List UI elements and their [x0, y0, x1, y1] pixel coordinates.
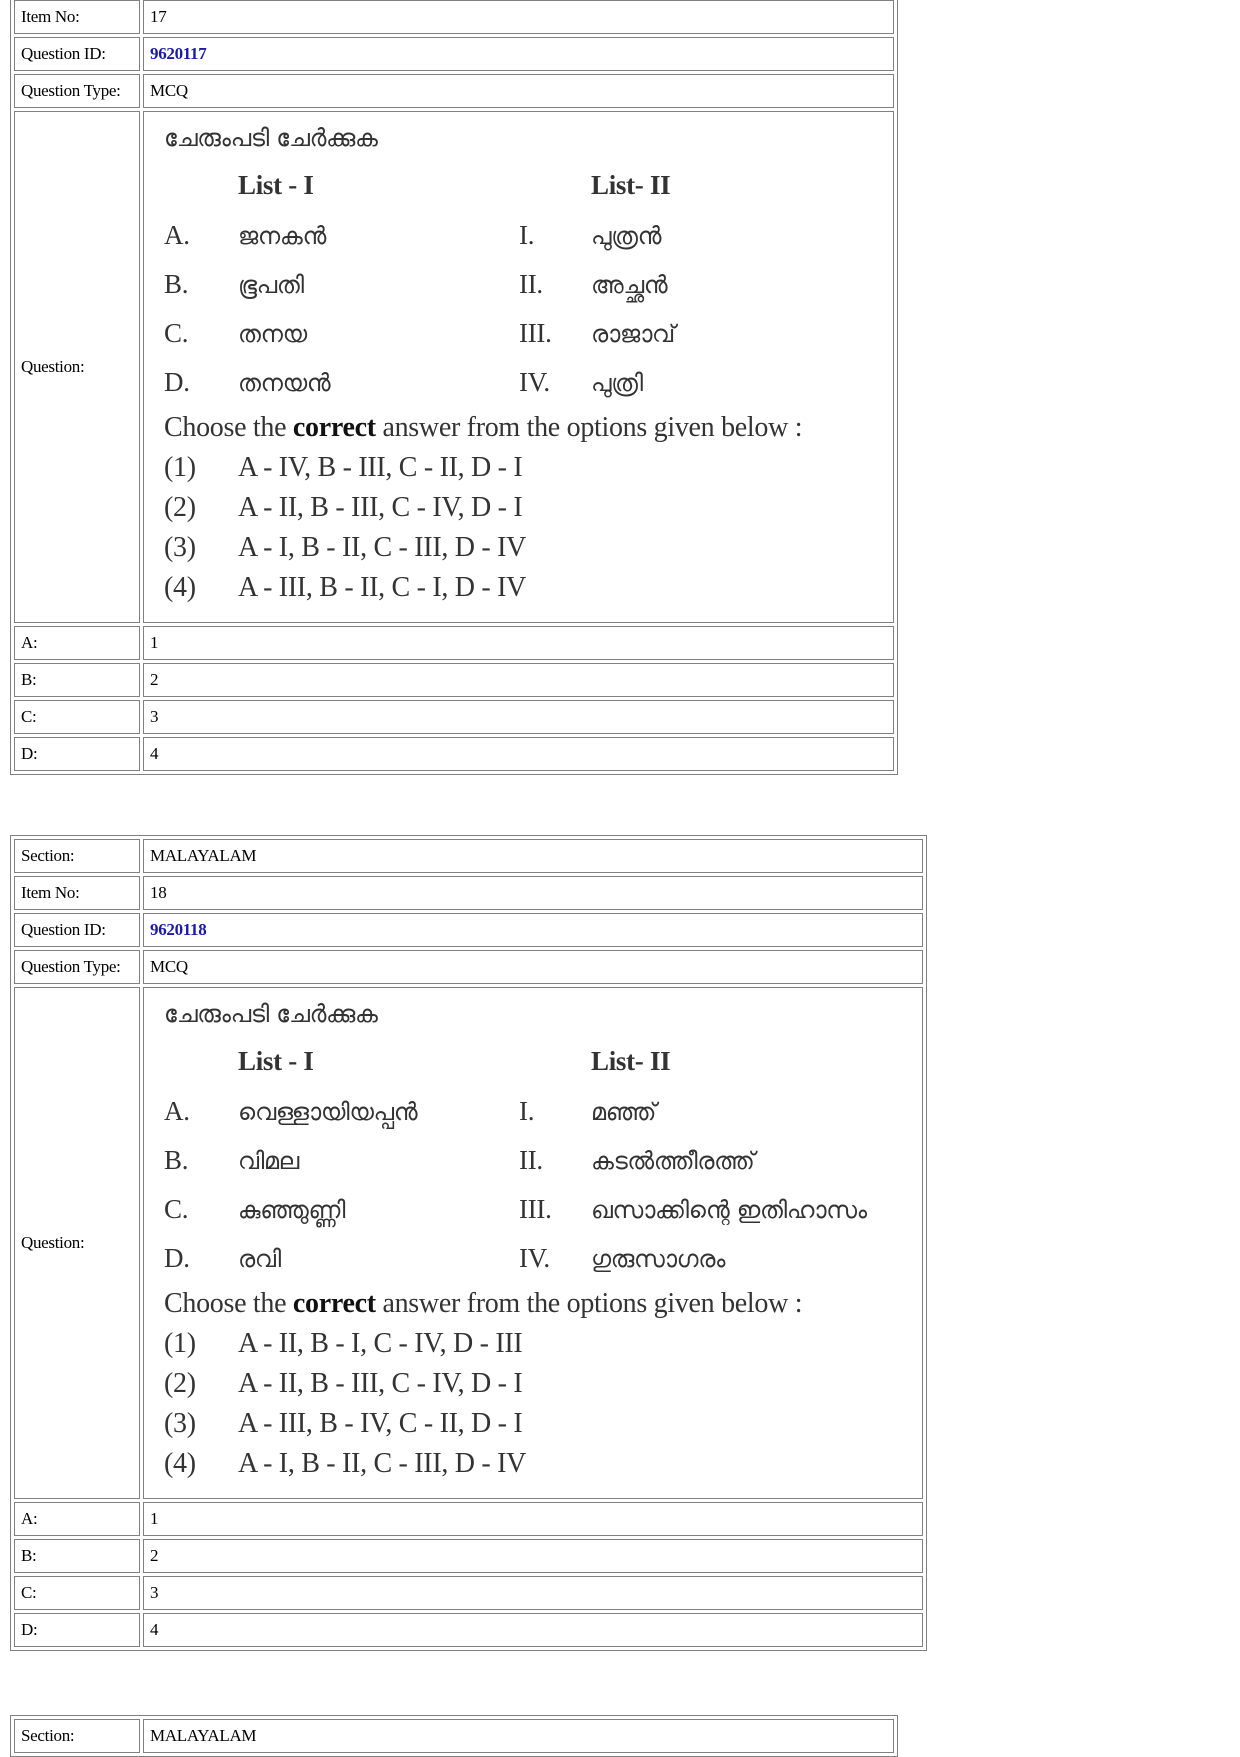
answer-b-row [14, 1539, 923, 1573]
list2-numeral: IV. [519, 367, 550, 397]
section-value: MALAYALAM [143, 1719, 894, 1753]
item-no-value: 17 [143, 0, 894, 34]
item-no-row [14, 0, 894, 34]
list2-numeral: III. [519, 1194, 552, 1224]
choose-instruction-post: answer from the options given below : [375, 1288, 803, 1319]
option-number: (2) [164, 492, 196, 523]
choose-instruction-bold: correct [292, 1288, 376, 1319]
list2-item: ഖസാക്കിന്റെ ഇതിഹാസം [591, 1196, 867, 1224]
answer-d-label: D: [14, 737, 140, 771]
question-row [14, 111, 894, 623]
answer-c-row [14, 700, 894, 734]
section-label: Section: [14, 839, 140, 873]
choose-instruction-post: answer from the options given below : [375, 412, 803, 443]
list1-item: കുഞ്ഞുണ്ണി [238, 1196, 346, 1224]
item-no-row [14, 876, 923, 910]
option-number: (2) [164, 1368, 196, 1399]
list2-numeral: I. [519, 220, 535, 250]
option-text: A - II, B - III, C - IV, D - I [238, 1368, 523, 1399]
question-id-value: 9620118 [143, 913, 923, 947]
list1-letter: C. [164, 1194, 189, 1224]
question-type-value: MCQ [143, 950, 923, 984]
list2-numeral: IV. [519, 1243, 550, 1273]
answer-c-row [14, 1576, 923, 1610]
answer-c-label: C: [14, 1576, 140, 1610]
option-number: (1) [164, 1328, 196, 1359]
list1-letter: B. [164, 269, 189, 299]
option-text: A - I, B - II, C - III, D - IV [238, 1448, 527, 1479]
question-block-next [10, 1715, 898, 1757]
choose-instruction [164, 1288, 802, 1320]
list1-item: വിമല [238, 1147, 299, 1175]
list2-numeral: I. [519, 1096, 535, 1126]
question-row [14, 987, 923, 1499]
option-text: A - II, B - III, C - IV, D - I [238, 492, 523, 523]
answer-a-row [14, 1502, 923, 1536]
answer-c-value: 3 [143, 700, 894, 734]
list2-item: രാജാവ് [591, 320, 675, 348]
question-id-label: Question ID: [14, 37, 140, 71]
list2-item: അച്ഛൻ [591, 271, 668, 299]
answer-b-value: 2 [143, 663, 894, 697]
question-heading: ചേരുംപടി ചേർക്കുക [164, 1000, 378, 1028]
answer-b-label: B: [14, 1539, 140, 1573]
question-type-label: Question Type: [14, 74, 140, 108]
section-value: MALAYALAM [143, 839, 923, 873]
question-type-value: MCQ [143, 74, 894, 108]
option-number: (3) [164, 1408, 196, 1439]
question-type-row [14, 950, 923, 984]
answer-d-row [14, 1613, 923, 1647]
option-number: (4) [164, 1448, 196, 1479]
section-row [14, 839, 923, 873]
list2-item: കടൽത്തീരത്ത് [591, 1147, 755, 1175]
choose-instruction-pre: Choose the [164, 1288, 293, 1319]
answer-c-value: 3 [143, 1576, 923, 1610]
question-block-17 [10, 0, 898, 775]
list1-title: List - I [238, 170, 314, 200]
answer-a-value: 1 [143, 1502, 923, 1536]
option-text: A - II, B - I, C - IV, D - III [238, 1328, 523, 1359]
answer-d-label: D: [14, 1613, 140, 1647]
choose-instruction-bold: correct [292, 412, 376, 443]
list2-numeral: II. [519, 269, 543, 299]
question-content [143, 111, 894, 623]
option-number: (3) [164, 532, 196, 563]
question-block-18 [10, 835, 927, 1651]
list1-item: രവി [238, 1245, 281, 1273]
list1-item: തനയൻ [238, 369, 331, 397]
answer-b-value: 2 [143, 1539, 923, 1573]
question-id-row [14, 37, 894, 71]
question-type-row [14, 74, 894, 108]
choose-instruction-pre: Choose the [164, 412, 293, 443]
question-content [143, 987, 923, 1499]
list1-item: ജനകൻ [238, 222, 327, 250]
option-number: (1) [164, 452, 196, 483]
answer-a-label: A: [14, 626, 140, 660]
question-type-label: Question Type: [14, 950, 140, 984]
answer-d-row [14, 737, 894, 771]
option-text: A - III, B - II, C - I, D - IV [238, 572, 527, 603]
item-no-label: Item No: [14, 0, 140, 34]
list2-item: പുത്രി [591, 369, 643, 397]
question-id-value: 9620117 [143, 37, 894, 71]
question-label: Question: [14, 987, 140, 1499]
list1-letter: A. [164, 220, 190, 250]
answer-d-value: 4 [143, 737, 894, 771]
list1-letter: D. [164, 367, 190, 397]
section-label: Section: [14, 1719, 140, 1753]
question-label: Question: [14, 111, 140, 623]
list2-item: ഗുരുസാഗരം [591, 1245, 726, 1273]
list1-letter: D. [164, 1243, 190, 1273]
answer-a-label: A: [14, 1502, 140, 1536]
question-id-row [14, 913, 923, 947]
option-text: A - IV, B - III, C - II, D - I [238, 452, 523, 483]
list1-title: List - I [238, 1046, 314, 1076]
answer-b-label: B: [14, 663, 140, 697]
list1-letter: C. [164, 318, 189, 348]
answer-a-row [14, 626, 894, 660]
option-text: A - III, B - IV, C - II, D - I [238, 1408, 523, 1439]
list2-title: List- II [591, 170, 671, 200]
option-text: A - I, B - II, C - III, D - IV [238, 532, 527, 563]
list2-title: List- II [591, 1046, 671, 1076]
item-no-label: Item No: [14, 876, 140, 910]
list1-item: ഭൂപതി [238, 271, 304, 299]
list1-item: വെള്ളായിയപ്പൻ [238, 1098, 418, 1126]
question-heading: ചേരുംപടി ചേർക്കുക [164, 124, 378, 152]
answer-b-row [14, 663, 894, 697]
answer-d-value: 4 [143, 1613, 923, 1647]
list1-letter: B. [164, 1145, 189, 1175]
list2-numeral: II. [519, 1145, 543, 1175]
question-id-label: Question ID: [14, 913, 140, 947]
list2-item: മഞ്ഞ് [591, 1098, 657, 1126]
option-number: (4) [164, 572, 196, 603]
answer-c-label: C: [14, 700, 140, 734]
list2-item: പുത്രൻ [591, 222, 662, 250]
list1-letter: A. [164, 1096, 190, 1126]
choose-instruction [164, 412, 802, 444]
list1-item: തനയ [238, 320, 307, 348]
item-no-value: 18 [143, 876, 923, 910]
list2-numeral: III. [519, 318, 552, 348]
answer-a-value: 1 [143, 626, 894, 660]
section-row [14, 1719, 894, 1753]
